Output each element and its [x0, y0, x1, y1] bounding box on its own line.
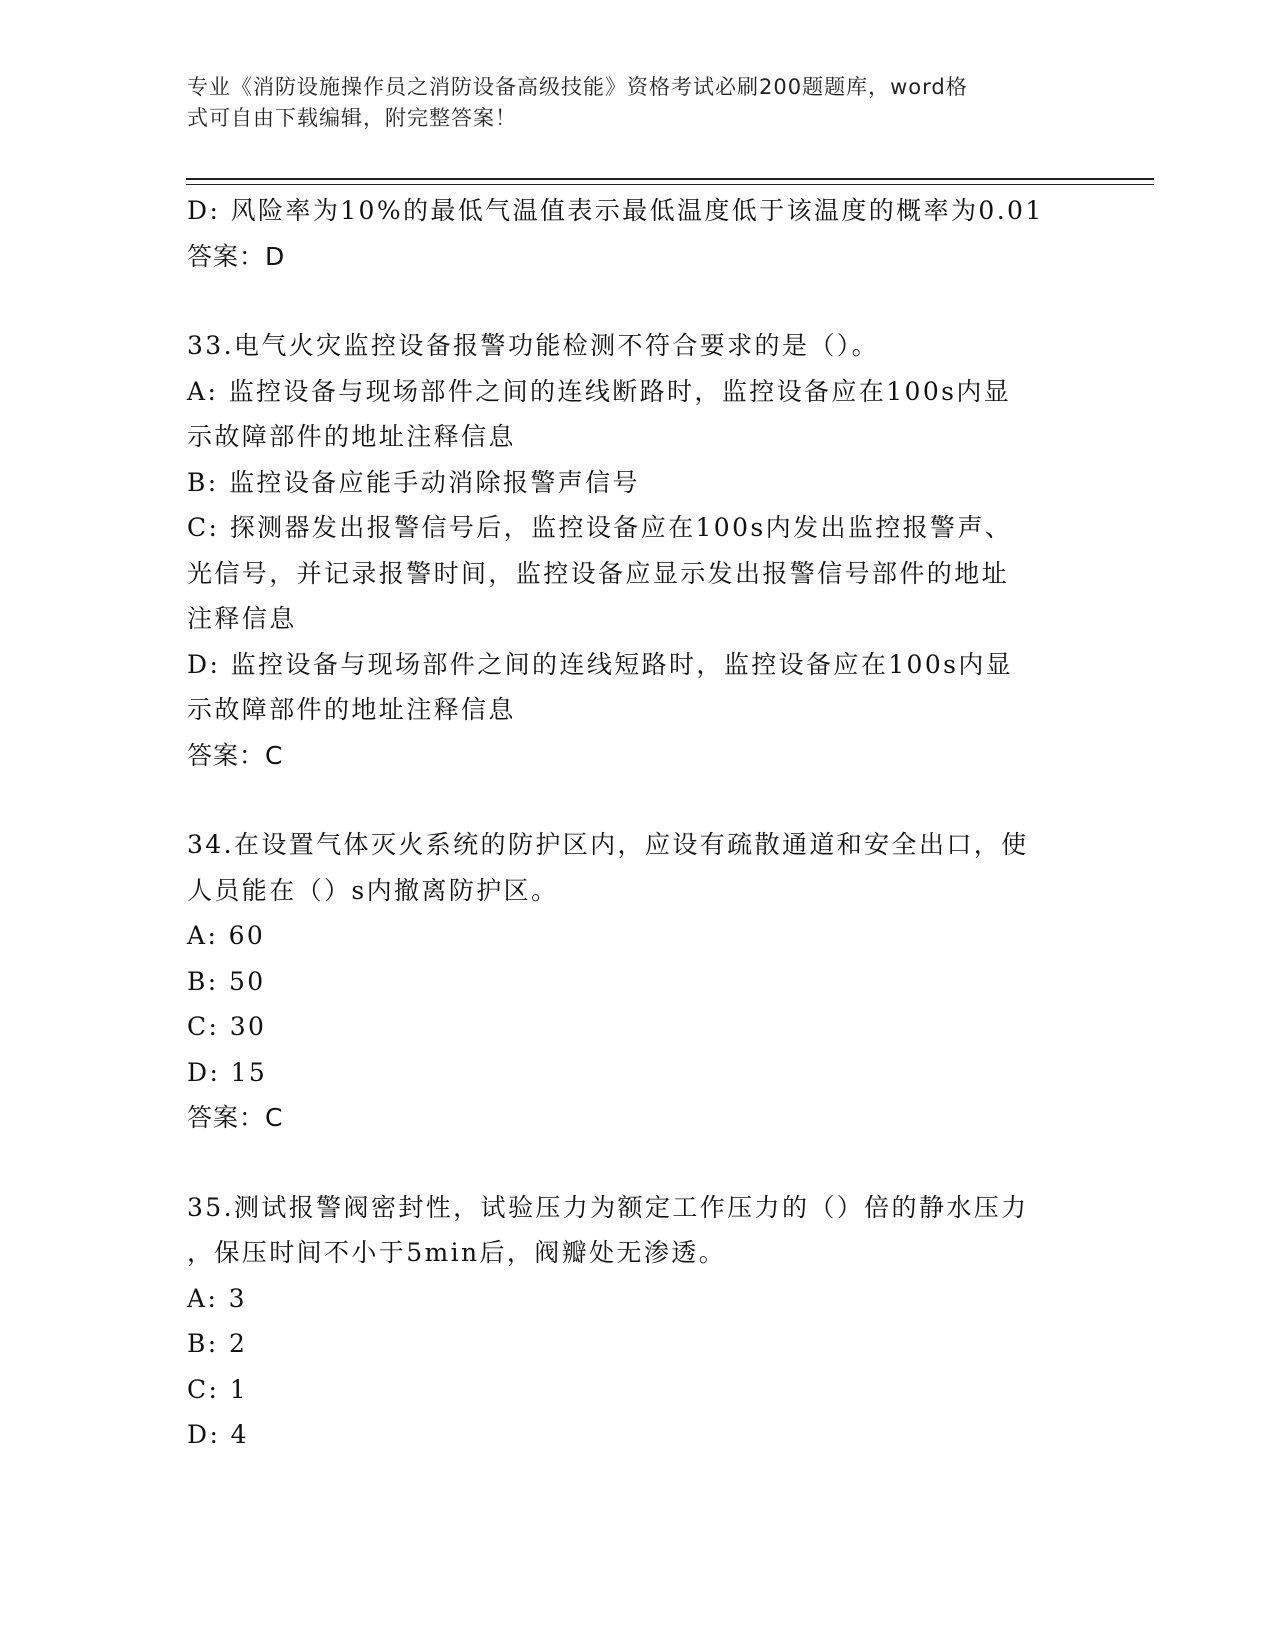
question-content: [187, 188, 1087, 1458]
question-stem-continued: 人员能在（）s内撤离防护区。: [187, 875, 559, 905]
option-d: D: 风险率为10%的最低气温值表示最低温度低于该温度的概率为0.01: [187, 196, 1044, 225]
option-d: D: 监控设备与现场部件之间的连线短路时，监控设备应在100s内显: [187, 649, 1014, 679]
option-b: B: 50: [187, 966, 266, 996]
answer-line: 答案：D: [187, 241, 286, 271]
question-stem: 33.电气火灾监控设备报警功能检测不符合要求的是（）。: [187, 331, 880, 360]
option-a: A: 3: [187, 1283, 247, 1313]
option-c-continued: 光信号，并记录报警时间，监控设备应显示发出报警信号部件的地址: [187, 558, 1010, 588]
option-c: C: 1: [187, 1374, 249, 1404]
header-divider-thin: [186, 184, 1154, 185]
option-b: B: 监控设备应能手动消除报警声信号: [187, 467, 640, 497]
option-d: D: 15: [187, 1057, 268, 1087]
question-stem: 35.测试报警阀密封性，试验压力为额定工作压力的（）倍的静水压力: [187, 1192, 1029, 1222]
option-c: C: 探测器发出报警信号后，监控设备应在100s内发出监控报警声、: [187, 513, 1013, 542]
option-c-continued: 注释信息: [187, 604, 297, 633]
option-a-continued: 示故障部件的地址注释信息: [187, 422, 516, 451]
answer-line: 答案：C: [187, 1103, 284, 1132]
option-a: A: 监控设备与现场部件之间的连线断路时，监控设备应在100s内显: [187, 376, 1012, 406]
question-34: [187, 822, 1087, 1141]
header-divider-thick: [186, 178, 1154, 180]
header-line-1: 专业《消防设施操作员之消防设备高级技能》资格考试必刷200题题库，word格: [187, 75, 968, 99]
answer-line: 答案：C: [187, 740, 284, 770]
option-c: C: 30: [187, 1012, 267, 1041]
question-35: [187, 1185, 1087, 1458]
option-d-continued: 示故障部件的地址注释信息: [187, 695, 516, 724]
question-stem-continued: ，保压时间不小于5min后，阀瓣处无渗透。: [187, 1238, 727, 1267]
header-line-2: 式可自由下载编辑，附完整答案！: [187, 106, 517, 130]
question-33: [187, 323, 1087, 778]
document-header: [187, 72, 1067, 134]
option-b: B: 2: [187, 1329, 248, 1358]
question-stem: 34.在设置气体灭火系统的防护区内，应设有疏散通道和安全出口，使: [187, 830, 1029, 859]
option-d: D: 4: [187, 1420, 249, 1449]
previous-question-tail: [187, 188, 1087, 279]
option-a: A: 60: [187, 921, 266, 950]
